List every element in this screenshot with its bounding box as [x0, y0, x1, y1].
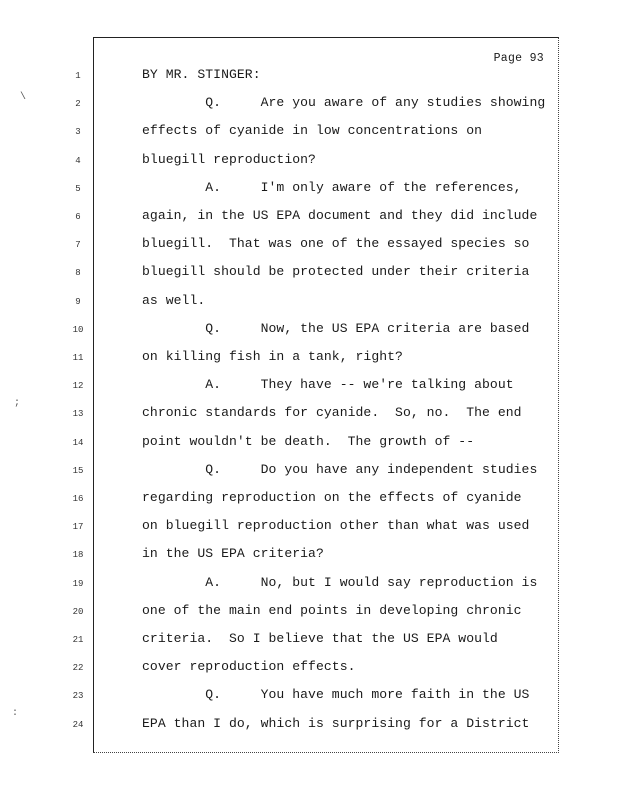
- line-number: 20: [72, 606, 84, 617]
- line-number: 21: [72, 635, 84, 645]
- line-text: bluegill should be protected under their criteria: [142, 264, 530, 280]
- line-number: 10: [72, 324, 84, 335]
- line-number: 9: [75, 296, 81, 307]
- transcript-line: [72, 715, 558, 736]
- margin-mark: \: [20, 92, 27, 103]
- line-number: 8: [75, 268, 81, 279]
- line-number: 14: [72, 437, 84, 448]
- transcript-line: [72, 659, 558, 679]
- line-text: A. They have -- we're talking about: [142, 377, 514, 393]
- transcript-line: [75, 264, 558, 284]
- transcript-line: [75, 179, 558, 200]
- line-text: effects of cyanide in low concentrations on: [142, 123, 483, 139]
- margin-mark: ;: [14, 398, 21, 409]
- line-number: 11: [72, 353, 84, 363]
- line-text: on bluegill reproduction other than what was used: [142, 518, 530, 534]
- line-number: 23: [72, 691, 84, 702]
- page-number: Page 93: [493, 52, 544, 65]
- transcript-line: [72, 687, 558, 707]
- line-text: Q. Are you aware of any studies showing: [142, 95, 546, 111]
- transcript-line: [72, 461, 558, 482]
- line-text: Q. Do you have any independent studies: [142, 461, 538, 477]
- line-text: BY MR. STINGER:: [142, 67, 261, 82]
- line-number: 17: [72, 522, 84, 533]
- transcript-line: [72, 546, 558, 566]
- margin-mark: :: [12, 708, 19, 719]
- transcript-line: [75, 292, 558, 313]
- line-number: 5: [75, 183, 81, 194]
- transcript-line: [72, 320, 558, 341]
- line-text: as well.: [142, 292, 206, 308]
- line-text: one of the main end points in developing chronic: [142, 602, 522, 618]
- transcript-line: [72, 433, 558, 454]
- transcript-line: [72, 574, 558, 595]
- line-text: regarding reproduction on the effects of cyanide: [142, 490, 522, 505]
- line-text: bluegill reproduction?: [142, 151, 316, 167]
- transcript-line: [72, 405, 558, 425]
- transcript-line: [75, 95, 558, 115]
- line-number: 16: [72, 494, 84, 504]
- line-text: Q. Now, the US EPA criteria are based: [142, 320, 530, 336]
- line-number: 18: [72, 550, 84, 561]
- line-text: criteria. So I believe that the US EPA would: [142, 631, 498, 646]
- line-number: 13: [72, 409, 84, 420]
- transcript-line: [72, 631, 558, 651]
- line-number: 2: [75, 99, 81, 110]
- line-text: A. I'm only aware of the references,: [142, 179, 522, 195]
- transcript-line: [72, 490, 558, 510]
- line-text: A. No, but I would say reproduction is: [142, 574, 538, 590]
- line-number: 6: [75, 212, 81, 222]
- line-text: Q. You have much more faith in the US: [142, 687, 530, 703]
- line-text: chronic standards for cyanide. So, no. The end: [142, 405, 522, 421]
- transcript-line: [75, 208, 558, 228]
- transcript-line: [75, 67, 558, 87]
- line-number: 3: [75, 127, 81, 138]
- transcript-page: [72, 37, 559, 753]
- transcript-line: [75, 151, 558, 172]
- line-number: 1: [75, 71, 81, 81]
- line-text: again, in the US EPA document and they did include: [142, 208, 538, 223]
- transcript-line: [72, 377, 558, 397]
- line-number: 22: [72, 663, 84, 674]
- line-number: 4: [75, 155, 81, 166]
- transcript-line: [75, 123, 558, 143]
- line-number: 19: [72, 578, 84, 589]
- line-text: in the US EPA criteria?: [142, 546, 324, 562]
- line-number: 24: [72, 719, 84, 730]
- transcript-line: [72, 518, 558, 538]
- transcript-line: [72, 602, 558, 623]
- line-text: bluegill. That was one of the essayed species so: [142, 236, 530, 252]
- line-text: EPA than I do, which is surprising for a District: [142, 715, 530, 731]
- line-number: 12: [72, 381, 84, 392]
- line-text: point wouldn't be death. The growth of --: [142, 433, 475, 449]
- line-text: on killing fish in a tank, right?: [142, 349, 403, 364]
- transcript-line: [75, 236, 558, 256]
- line-number: 15: [72, 465, 84, 476]
- line-number: 7: [75, 240, 81, 251]
- transcript-line: [72, 349, 558, 369]
- line-text: cover reproduction effects.: [142, 659, 356, 675]
